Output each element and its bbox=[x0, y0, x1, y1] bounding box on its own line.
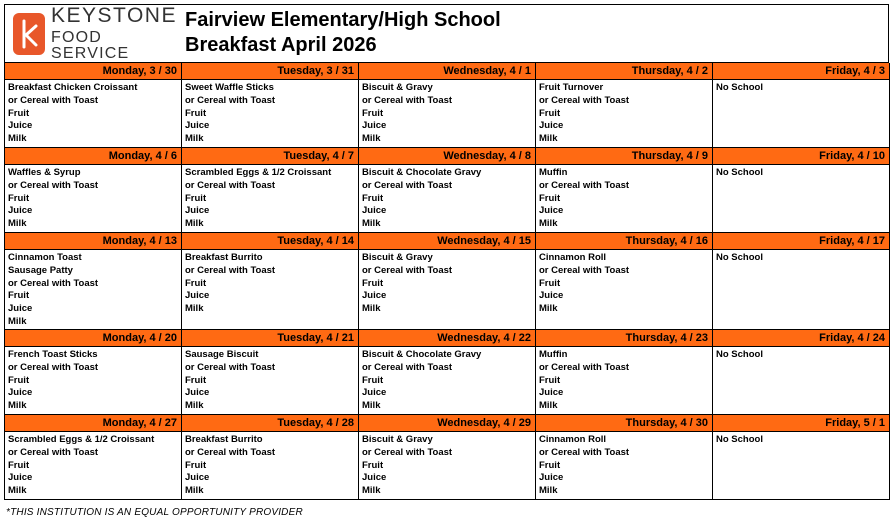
day-menu-cell bbox=[713, 347, 890, 415]
menu-item: Juice bbox=[362, 472, 387, 484]
day-menu-cell bbox=[713, 165, 890, 233]
day-header: Thursday, 4 / 30 bbox=[536, 415, 713, 432]
school-name: Fairview Elementary/High School bbox=[185, 9, 501, 31]
menu-item: Biscuit & Gravy bbox=[362, 434, 433, 445]
menu-item: Fruit Turnover bbox=[539, 82, 604, 93]
menu-item: Juice bbox=[362, 120, 387, 132]
day-header: Tuesday, 4 / 7 bbox=[182, 148, 359, 165]
day-menu-cell bbox=[182, 250, 359, 330]
equal-opportunity-notice: *THIS INSTITUTION IS AN EQUAL OPPORTUNITY PROVIDER bbox=[6, 507, 303, 518]
menu-item: Waffles & Syrup bbox=[8, 167, 81, 178]
menu-item: Fruit bbox=[539, 107, 561, 119]
menu-item: Fruit bbox=[539, 374, 561, 386]
menu-item: or Cereal with Toast bbox=[539, 179, 630, 191]
day-menu-cell bbox=[359, 432, 536, 500]
day-menu-cell bbox=[182, 347, 359, 415]
menu-item: Fruit bbox=[362, 192, 384, 204]
day-header: Tuesday, 4 / 28 bbox=[182, 415, 359, 432]
menu-header bbox=[4, 4, 889, 62]
day-menu-cell bbox=[5, 432, 182, 500]
k-logo-icon bbox=[13, 13, 45, 55]
day-menu-cell bbox=[182, 432, 359, 500]
menu-item: Fruit bbox=[362, 459, 384, 471]
day-menu-cell bbox=[5, 165, 182, 233]
menu-item: Fruit bbox=[185, 192, 207, 204]
day-header: Wednesday, 4 / 15 bbox=[359, 233, 536, 250]
day-header: Tuesday, 3 / 31 bbox=[182, 63, 359, 80]
menu-item: or Cereal with Toast bbox=[8, 446, 99, 458]
menu-item: Fruit bbox=[362, 277, 384, 289]
menu-item: Juice bbox=[185, 205, 210, 217]
day-header: Friday, 4 / 17 bbox=[713, 233, 890, 250]
menu-item: Biscuit & Chocolate Gravy bbox=[362, 349, 482, 360]
menu-title: Breakfast April 2026 bbox=[185, 34, 377, 56]
menu-item: Biscuit & Chocolate Gravy bbox=[362, 167, 482, 178]
menu-item: or Cereal with Toast bbox=[185, 264, 276, 276]
menu-item: Fruit bbox=[185, 459, 207, 471]
menu-item: Milk bbox=[8, 400, 27, 412]
day-menu-cell bbox=[536, 432, 713, 500]
day-header: Monday, 4 / 20 bbox=[5, 330, 182, 347]
menu-item: or Cereal with Toast bbox=[362, 94, 453, 106]
menu-item: No School bbox=[716, 434, 763, 445]
menu-item: Milk bbox=[539, 303, 558, 315]
day-menu-cell bbox=[182, 80, 359, 148]
menu-item: or Cereal with Toast bbox=[362, 179, 453, 191]
menu-item: Fruit bbox=[539, 192, 561, 204]
day-menu-cell bbox=[5, 347, 182, 415]
menu-item: or Cereal with Toast bbox=[362, 446, 453, 458]
menu-item: or Cereal with Toast bbox=[185, 179, 276, 191]
menu-item: Juice bbox=[8, 205, 33, 217]
menu-item: Fruit bbox=[8, 290, 30, 302]
menu-item: Biscuit & Gravy bbox=[362, 252, 433, 263]
day-menu-cell bbox=[182, 165, 359, 233]
menu-item: Muffin bbox=[539, 349, 568, 360]
menu-item: Milk bbox=[185, 400, 204, 412]
menu-item: Breakfast Burrito bbox=[185, 434, 263, 445]
menu-item: No School bbox=[716, 252, 763, 263]
day-menu-cell bbox=[536, 80, 713, 148]
menu-item: Cinnamon Roll bbox=[539, 252, 607, 263]
day-header: Thursday, 4 / 9 bbox=[536, 148, 713, 165]
menu-item: Juice bbox=[8, 303, 33, 315]
menu-item: Fruit bbox=[539, 277, 561, 289]
menu-item: or Cereal with Toast bbox=[185, 94, 276, 106]
menu-item: Juice bbox=[8, 120, 33, 132]
day-header: Wednesday, 4 / 29 bbox=[359, 415, 536, 432]
menu-item: or Cereal with Toast bbox=[8, 361, 99, 373]
day-header: Wednesday, 4 / 8 bbox=[359, 148, 536, 165]
menu-item: Fruit bbox=[8, 107, 30, 119]
day-header: Thursday, 4 / 2 bbox=[536, 63, 713, 80]
menu-item: Sausage Biscuit bbox=[185, 349, 259, 360]
menu-item: Juice bbox=[539, 290, 564, 302]
menu-item: Fruit bbox=[185, 374, 207, 386]
day-header: Monday, 4 / 13 bbox=[5, 233, 182, 250]
logo-wordmark-line2: FOOD SERVICE bbox=[51, 29, 130, 62]
menu-item: Milk bbox=[539, 485, 558, 497]
menu-item: Juice bbox=[539, 472, 564, 484]
menu-item: Juice bbox=[8, 387, 33, 399]
day-header: Wednesday, 4 / 22 bbox=[359, 330, 536, 347]
menu-item: Milk bbox=[539, 133, 558, 145]
day-menu-cell bbox=[359, 347, 536, 415]
menu-item: Milk bbox=[8, 485, 27, 497]
day-menu-cell bbox=[5, 80, 182, 148]
menu-item: or Cereal with Toast bbox=[539, 361, 630, 373]
menu-item: or Cereal with Toast bbox=[185, 446, 276, 458]
day-header: Friday, 4 / 3 bbox=[713, 63, 890, 80]
menu-item: Sweet Waffle Sticks bbox=[185, 82, 274, 93]
day-menu-cell bbox=[359, 165, 536, 233]
day-header: Monday, 4 / 6 bbox=[5, 148, 182, 165]
menu-item: Juice bbox=[185, 387, 210, 399]
day-header: Thursday, 4 / 16 bbox=[536, 233, 713, 250]
day-header: Friday, 5 / 1 bbox=[713, 415, 890, 432]
menu-item: Fruit bbox=[8, 374, 30, 386]
menu-item: Milk bbox=[185, 218, 204, 230]
menu-item: or Cereal with Toast bbox=[362, 361, 453, 373]
menu-item: Milk bbox=[8, 315, 27, 327]
menu-item: or Cereal with Toast bbox=[539, 264, 630, 276]
menu-item: Biscuit & Gravy bbox=[362, 82, 433, 93]
menu-item: or Cereal with Toast bbox=[539, 446, 630, 458]
menu-item: Milk bbox=[362, 303, 381, 315]
menu-item: Fruit bbox=[8, 192, 30, 204]
menu-item: or Cereal with Toast bbox=[539, 94, 630, 106]
day-header: Tuesday, 4 / 14 bbox=[182, 233, 359, 250]
menu-item: Juice bbox=[539, 387, 564, 399]
menu-item: Juice bbox=[185, 472, 210, 484]
menu-item: French Toast Sticks bbox=[8, 349, 98, 360]
menu-item: Juice bbox=[362, 205, 387, 217]
day-header: Wednesday, 4 / 1 bbox=[359, 63, 536, 80]
menu-item: Milk bbox=[185, 485, 204, 497]
menu-item: Fruit bbox=[185, 277, 207, 289]
day-menu-cell bbox=[359, 250, 536, 330]
day-header: Friday, 4 / 24 bbox=[713, 330, 890, 347]
day-menu-cell bbox=[713, 80, 890, 148]
menu-item: Milk bbox=[539, 218, 558, 230]
day-menu-cell bbox=[5, 250, 182, 330]
day-menu-cell bbox=[536, 165, 713, 233]
menu-item: Juice bbox=[185, 290, 210, 302]
menu-item: Milk bbox=[8, 218, 27, 230]
day-menu-cell bbox=[713, 432, 890, 500]
menu-item: Cinnamon Toast bbox=[8, 252, 82, 263]
menu-item: Fruit bbox=[362, 107, 384, 119]
menu-item: Milk bbox=[185, 303, 204, 315]
menu-item: Muffin bbox=[539, 167, 568, 178]
menu-item: Milk bbox=[362, 485, 381, 497]
menu-item: Breakfast Burrito bbox=[185, 252, 263, 263]
menu-item: Scrambled Eggs & 1/2 Croissant bbox=[8, 434, 155, 445]
day-header: Monday, 4 / 27 bbox=[5, 415, 182, 432]
menu-item: Cinnamon Roll bbox=[539, 434, 607, 445]
menu-item: Fruit bbox=[185, 107, 207, 119]
menu-item: Juice bbox=[362, 387, 387, 399]
menu-item: No School bbox=[716, 82, 763, 93]
menu-item: Fruit bbox=[8, 459, 30, 471]
menu-item: Fruit bbox=[539, 459, 561, 471]
menu-item: Juice bbox=[539, 120, 564, 132]
menu-item: or Cereal with Toast bbox=[8, 277, 99, 289]
menu-item: or Cereal with Toast bbox=[8, 179, 99, 191]
day-header: Thursday, 4 / 23 bbox=[536, 330, 713, 347]
menu-item: Sausage Patty bbox=[8, 264, 73, 276]
menu-item: No School bbox=[716, 167, 763, 178]
day-menu-cell bbox=[536, 347, 713, 415]
logo-wordmark-line1: KEYSTONE bbox=[51, 4, 177, 27]
day-menu-cell bbox=[359, 80, 536, 148]
menu-item: No School bbox=[716, 349, 763, 360]
menu-item: Scrambled Eggs & 1/2 Croissant bbox=[185, 167, 332, 178]
menu-item: Milk bbox=[539, 400, 558, 412]
menu-item: or Cereal with Toast bbox=[362, 264, 453, 276]
menu-sheet bbox=[4, 4, 889, 500]
day-menu-cell bbox=[713, 250, 890, 330]
menu-item: Juice bbox=[539, 205, 564, 217]
menu-item: Breakfast Chicken Croissant bbox=[8, 82, 138, 93]
day-header: Friday, 4 / 10 bbox=[713, 148, 890, 165]
menu-item: Milk bbox=[362, 133, 381, 145]
menu-item: Fruit bbox=[362, 374, 384, 386]
day-header: Monday, 3 / 30 bbox=[5, 63, 182, 80]
menu-calendar-grid bbox=[4, 62, 889, 500]
keystone-logo bbox=[5, 5, 181, 62]
menu-item: Juice bbox=[8, 472, 33, 484]
day-menu-cell bbox=[536, 250, 713, 330]
menu-item: Milk bbox=[185, 133, 204, 145]
menu-item: Juice bbox=[185, 120, 210, 132]
menu-item: or Cereal with Toast bbox=[8, 94, 99, 106]
menu-item: Juice bbox=[362, 290, 387, 302]
menu-item: or Cereal with Toast bbox=[185, 361, 276, 373]
menu-item: Milk bbox=[362, 218, 381, 230]
day-header: Tuesday, 4 / 21 bbox=[182, 330, 359, 347]
menu-item: Milk bbox=[362, 400, 381, 412]
menu-item: Milk bbox=[8, 133, 27, 145]
